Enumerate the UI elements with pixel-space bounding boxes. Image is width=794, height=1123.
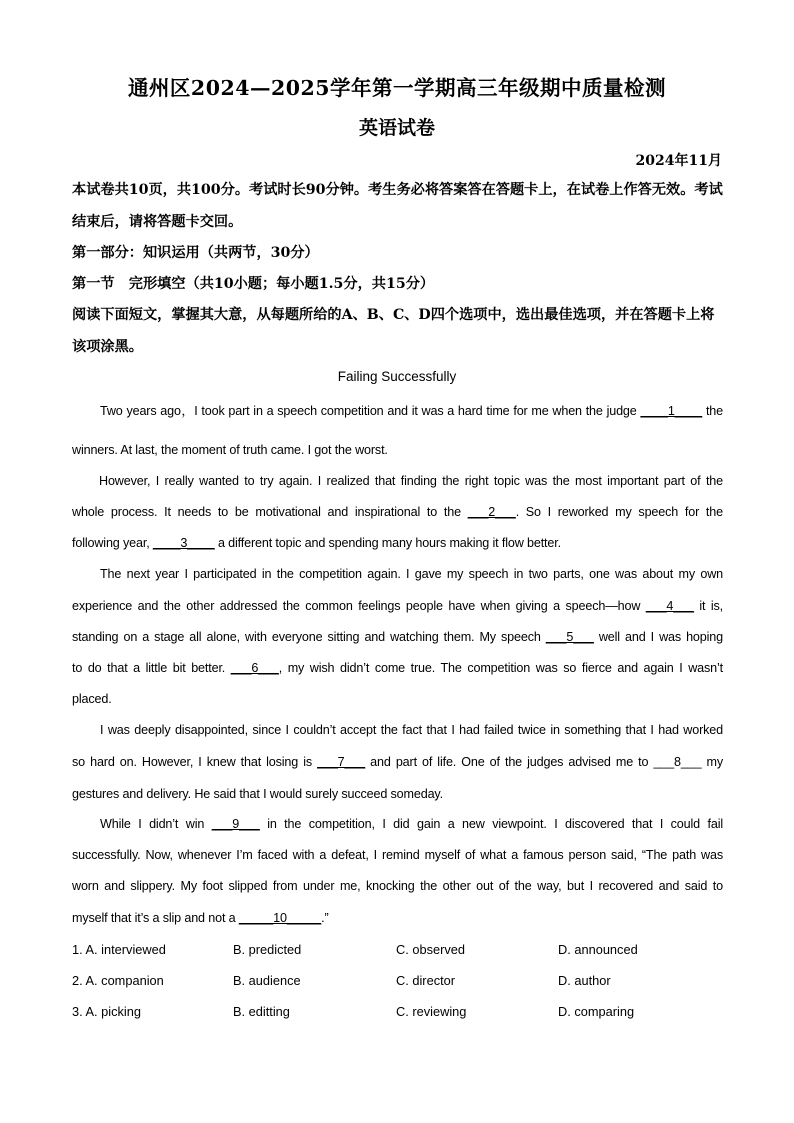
blank-9: ___9___ [211,817,260,831]
passage-line: to do that a little bit better. ___6___, my wish didn’t come true. The competition was so fierce and again I wasn’t [72,661,723,675]
passage-line: experience and the other addressed the common feelings people have when giving a speech—how ___4___ it is, [72,599,723,613]
exam-notice: 本试卷共10页，共100分。考试时长90分钟。考生务必将答案答在答题卡上，在试卷上作答无效。考试结束后，请将答题卡交回。 [72,182,723,230]
blank-1: ____1____ [640,404,703,418]
option-c: C. reviewing [396,1004,467,1019]
passage-line: winners. At last, the moment of truth came. I got the worst. [72,443,388,457]
question-row [72,973,723,993]
section-heading: 第一节 完形填空（共10小题；每小题1.5分，共15分） [72,276,435,292]
passage-line: gestures and delivery. He said that I would surely succeed someday. [72,787,443,801]
passage-line: I was deeply disappointed, since I couldn’t accept the fact that I had failed twice in something that I had worked [100,723,723,737]
blank-2: ___2___ [467,505,516,519]
option-d: D. comparing [558,1004,635,1019]
question-row [72,942,723,962]
passage-title: Failing Successfully [337,369,457,384]
question-row [72,1004,723,1024]
passage-line: so hard on. However, I knew that losing is ___7___ and part of life. One of the judges advised me to ___8___ my [72,755,723,769]
exam-date: 2024年11月 [635,153,722,169]
passage-line: following year, ____3____ a different topic and spending many hours making it flow better. [72,536,561,550]
exam-subtitle: 英语试卷 [358,117,435,139]
blank-4: ___4___ [645,599,694,613]
passage-line: The next year I participated in the competition again. I gave my speech in two parts, one was about my own [100,567,723,581]
option-a: 1. A. interviewed [72,942,166,957]
section-direction: 阅读下面短文，掌握其大意，从每题所给的A、B、C、D四个选项中，选出最佳选项，并在答题卡上将该项涂黑。 [72,307,715,355]
passage-line: Two years ago，I took part in a speech competition and it was a hard time for me when the judge ____1____ the [100,404,724,418]
passage-line: successfully. Now, whenever I’m faced with a defeat, I remind myself of what a famous person said, “The path was [72,848,723,862]
option-d: D. author [558,973,611,988]
option-b: B. predicted [233,942,302,957]
blank-7: ___7___ [317,755,366,769]
passage-line: While I didn’t win ___9___ in the competition, I did gain a new viewpoint. I discovered that I could fail [100,817,724,831]
part-heading: 第一部分：知识运用（共两节，30分） [72,245,319,261]
passage-line: whole process. It needs to be motivational and inspirational to the ___2___. So I reworked my speech for the [72,505,723,519]
blank-6: ___6___ [230,661,279,675]
blank-10: _____10_____ [238,911,322,925]
option-b: B. editting [233,1004,290,1019]
option-c: C. observed [396,942,465,957]
option-d: D. announced [558,942,638,957]
passage-line: myself that it’s a slip and not a _____10_____.” [72,911,329,925]
option-b: B. audience [233,973,301,988]
option-a: 3. A. picking [72,1004,142,1019]
exam-title: 通州区2024—2025学年第一学期高三年级期中质量检测 [127,76,667,100]
option-c: C. director [396,973,456,988]
passage-line: worn and slippery. My foot slipped from under me, knocking the other out of the way, but I recovered and said to [72,879,723,893]
passage-line: However, I really wanted to try again. I realized that finding the right topic was the most important part of the [99,474,723,488]
blank-5: ___5___ [545,630,594,644]
passage-line: placed. [72,692,112,706]
option-a: 2. A. companion [72,973,164,988]
passage-line: standing on a stage all alone, with everyone sitting and watching them. My speech ___5___ well and I was hoping [72,630,724,644]
blank-3: ____3____ [152,536,215,550]
